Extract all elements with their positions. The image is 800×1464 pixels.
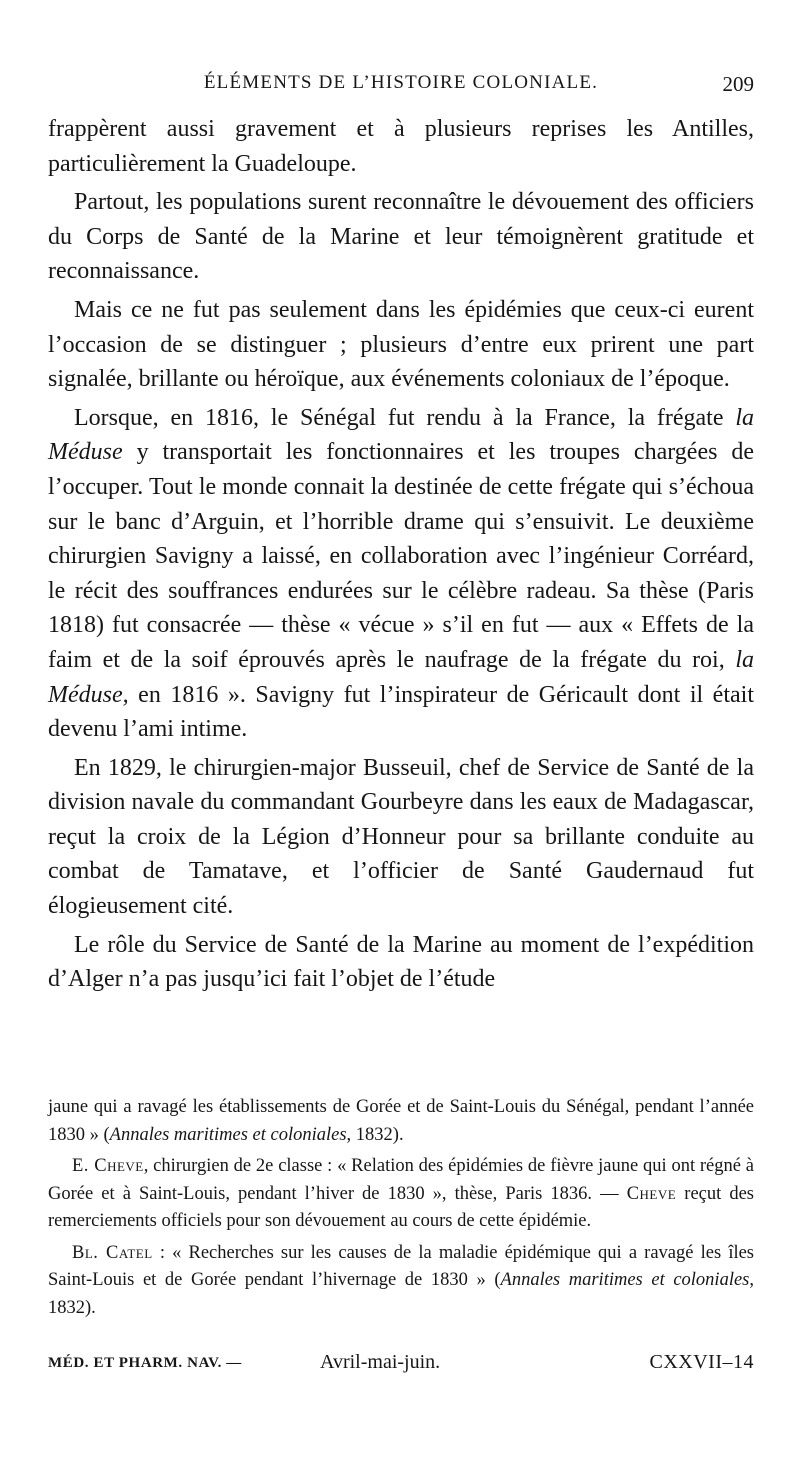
footnote-2-end: reçut des remerciements officiels pour son dévouement au cours de cette épidémie. <box>48 1183 754 1231</box>
footnote-3-end: , 1832). <box>48 1270 754 1318</box>
meduse-text-2: y transportait les fonctionnaires et les troupes chargées de l’occuper. Tout le monde connait la destinée de cette frégate qui s’échoua sur le banc d’Arguin, et l’horrible drame qui s’ensuivit. Le deuxième chirurgien Savigny a laissé, en collaboration avec l’ingénieur Corréard, le récit des souffrances endurées sur le célèbre radeau. Sa thèse (Paris 1818) fut consacrée — thèse « vécue » s’il en fut — aux « Effets de la faim et de la soif éprouvés après le naufrage de la frégate du roi, <box>48 439 755 673</box>
page-header <box>48 72 754 102</box>
ship-name-meduse-2: la Méduse, <box>48 646 754 708</box>
footer-journal: MÉD. ET PHARM. NAV. — <box>48 1355 242 1371</box>
paragraph-alger: Le rôle du Service de Santé de la Marine au moment de l’expédition d’Alger n’a pas jusqu’ici fait l’objet de l’étude <box>48 931 754 993</box>
meduse-text-3: en 1816 ». Savigny fut l’inspirateur de Géricault dont il était devenu l’ami intime. <box>48 681 754 743</box>
footnotes <box>48 1094 754 1326</box>
footer-date: Avril-mai-juin. <box>320 1351 441 1373</box>
page-number: 209 <box>722 72 754 96</box>
meduse-text-1: Lorsque, en 1816, le Sénégal fut rendu à la France, la frégate <box>74 404 724 431</box>
footnote-cheve <box>48 1153 754 1236</box>
paragraph-busseuil: En 1829, le chirurgien-major Busseuil, chef de Service de Santé de la division navale du commandant Gourbeyre dans les eaux de Madagascar, reçut la croix de la Légion d’Honneur pour sa brillante conduite au combat de Tamatave, et l’officier de Santé Gaudernaud fut élogieusement cité. <box>48 754 754 920</box>
paragraph-epidemies: Mais ce ne fut pas seulement dans les épidémies que ceux-ci eurent l’occasion de se distinguer ; plusieurs d’entre eux prirent une part signalée, brillante ou héroïque, aux événements coloniaux de l’époque. <box>48 296 754 393</box>
paragraph-meduse <box>48 401 754 747</box>
footnote-3-author: Bl. Catel <box>72 1242 153 1263</box>
footnote-1-end: , 1832). <box>346 1124 404 1145</box>
paragraph-continuation: frappèrent aussi gravement et à plusieurs reprises les Antilles, particulièrement la Guadeloupe. <box>48 116 754 177</box>
body-text <box>48 112 754 1001</box>
running-title: ÉLÉMENTS DE L’HISTOIRE COLONIALE. <box>203 72 599 93</box>
footnote-3-journal: Annales maritimes et coloniales <box>500 1270 750 1290</box>
footnote-1-text: jaune qui a ravagé les établissements de Gorée et de Saint-Louis du Sénégal, pendant l’année 1830 » ( <box>48 1097 754 1145</box>
footnote-3-text: : « Recherches sur les causes de la maladie épidémique qui a ravagé les îles Saint-Louis et de Gorée pendant l’hivernage de 1830 » ( <box>48 1242 755 1290</box>
footer-signature: CXXVII–14 <box>649 1351 754 1373</box>
footnote-2-author: E. Cheve <box>72 1156 144 1176</box>
footnote-2-author-2: Cheve <box>626 1183 677 1204</box>
paragraph-populations: Partout, les populations surent reconnaître le dévouement des officiers du Corps de Santé de la Marine et leur témoignèrent gratitude et reconnaissance. <box>48 189 754 285</box>
page-footer <box>48 1351 754 1381</box>
footnote-1-journal: Annales maritimes et coloniales <box>109 1124 347 1145</box>
footnote-2-text: , chirurgien de 2e classe : « Relation des épidémies de fièvre jaune qui ont régné à Gorée et à Saint-Louis, pendant l’hiver de 1830 », thèse, Paris 1836. — <box>48 1156 754 1204</box>
footnote-catel <box>48 1240 754 1323</box>
ship-name-meduse: la Méduse <box>48 404 755 466</box>
footnote-continuation <box>48 1094 754 1149</box>
